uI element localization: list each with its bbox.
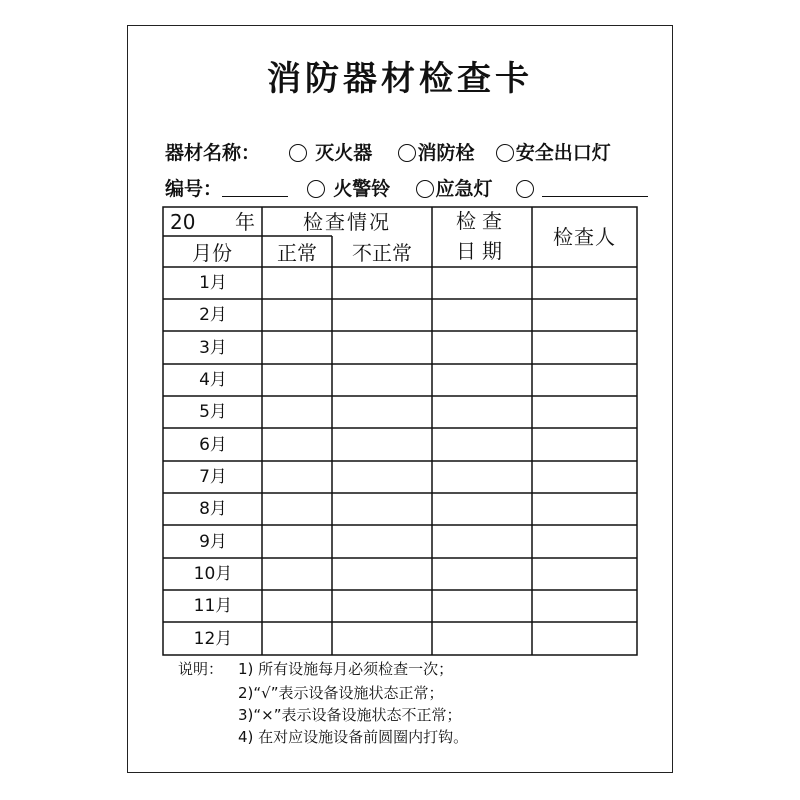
- month-label: 12月: [193, 629, 233, 649]
- month-label: 1月: [199, 273, 227, 293]
- abnormal-header: 不正常: [352, 241, 412, 265]
- option-exit-light: 安全出口灯: [515, 142, 611, 164]
- note-item: 3)“×”表示设备设施状态不正常；: [238, 706, 462, 724]
- month-label: 2月: [199, 305, 227, 325]
- month-label: 9月: [199, 532, 227, 552]
- notes-prefix: 说明：: [178, 660, 224, 678]
- date-header-2: 日期: [456, 239, 508, 263]
- month-label: 6月: [199, 435, 227, 455]
- option-hydrant: 消防栓: [417, 142, 475, 164]
- year-suffix: 年: [235, 210, 255, 234]
- status-header: 检查情况: [303, 210, 391, 234]
- month-label: 8月: [199, 499, 227, 519]
- year-prefix: 20: [170, 210, 196, 234]
- option-fire-bell: 火警铃: [333, 178, 391, 200]
- note-item: 4) 在对应设施设备前圆圈内打钩。: [238, 728, 469, 746]
- option-extinguisher: 灭火器: [315, 142, 373, 164]
- month-label: 4月: [199, 370, 227, 390]
- month-label: 11月: [193, 596, 233, 616]
- note-item: 2)“√”表示设备设施状态正常；: [238, 684, 444, 702]
- month-label: 3月: [199, 338, 227, 358]
- month-label: 7月: [199, 467, 227, 487]
- card-title: 消防器材检查卡: [267, 59, 533, 99]
- normal-header: 正常: [277, 241, 317, 265]
- month-label: 5月: [199, 402, 227, 422]
- serial-label: 编号：: [165, 178, 223, 200]
- note-item: 1) 所有设施每月必须检查一次；: [238, 660, 454, 678]
- month-header: 月份: [192, 241, 232, 265]
- option-emergency-light: 应急灯: [435, 178, 493, 200]
- inspector-header: 检查人: [553, 225, 616, 249]
- equipment-label: 器材名称：: [165, 142, 261, 164]
- date-header-1: 检查: [456, 209, 508, 233]
- month-label: 10月: [193, 564, 233, 584]
